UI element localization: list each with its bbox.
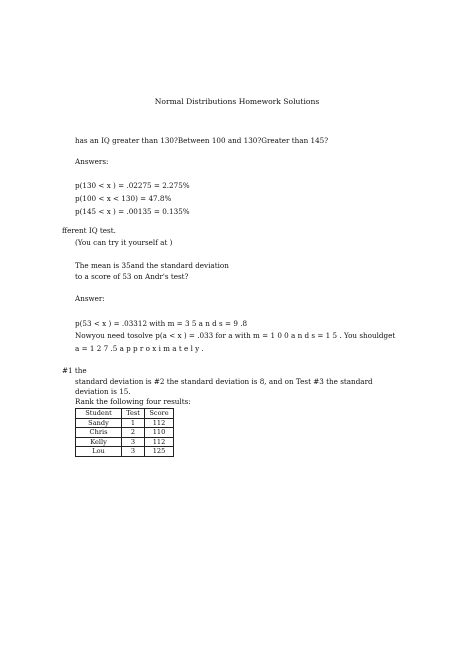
table-row	[76, 428, 174, 438]
cell-student: Chris	[76, 428, 122, 438]
table-row	[76, 437, 174, 447]
cell-student: Lou	[76, 447, 122, 457]
answers-label: Answers:	[75, 157, 109, 166]
table-row	[76, 418, 174, 428]
question-mean-text: The mean is 35and the standard deviation	[75, 261, 229, 270]
cell-score: 110	[145, 428, 174, 438]
header-student: Student	[76, 409, 122, 419]
page-title: Normal Distributions Homework Solutions	[154, 97, 320, 106]
question-test1-text: #1 the	[62, 366, 87, 375]
header-test: Test	[122, 409, 145, 419]
results-table	[75, 408, 174, 457]
answer-line-1: p(130 < x ) = .02275 = 2.275%	[75, 181, 190, 190]
table-header-row	[76, 409, 174, 419]
cell-score: 125	[145, 447, 174, 457]
question-try-yourself-text: (You can try it yourself at )	[75, 238, 173, 247]
answer-label: Answer:	[75, 294, 105, 303]
header-score: Score	[145, 409, 174, 419]
question-deviation-text: deviation is 15.	[75, 387, 131, 396]
cell-score: 112	[145, 437, 174, 447]
cell-score: 112	[145, 418, 174, 428]
answer-line-6: a = 1 2 7 .5 a p p r o x i m a t e l y .	[75, 344, 204, 353]
cell-test: 1	[122, 418, 145, 428]
question-score-text: to a score of 53 on Andr's test?	[75, 272, 189, 281]
cell-student: Kelly	[76, 437, 122, 447]
cell-test: 2	[122, 428, 145, 438]
cell-test: 3	[122, 447, 145, 457]
cell-student: Sandy	[76, 418, 122, 428]
answer-line-2: p(100 < x < 130) = 47.8%	[75, 194, 172, 203]
question-iq-text: has an IQ greater than 130?Between 100 and 130?Greater than 145?	[75, 136, 329, 145]
question-std-dev-text: standard deviation is #2 the standard deviation is 8, and on Test #3 the standard	[75, 377, 373, 386]
answer-line-5: Nowyou need tosolve p(a < x ) = .033 for a with m = 1 0 0 a n d s = 1 5 . You shouldget	[75, 331, 396, 340]
question-rank-text: Rank the following four results:	[75, 397, 191, 406]
question-different-iq-text: fferent IQ test.	[62, 226, 116, 235]
table-row	[76, 447, 174, 457]
answer-line-3: p(145 < x ) = .00135 = 0.135%	[75, 207, 190, 216]
cell-test: 3	[122, 437, 145, 447]
answer-line-4: p(53 < x ) = .03312 with m = 3 5 a n d s = 9 .8	[75, 319, 248, 328]
